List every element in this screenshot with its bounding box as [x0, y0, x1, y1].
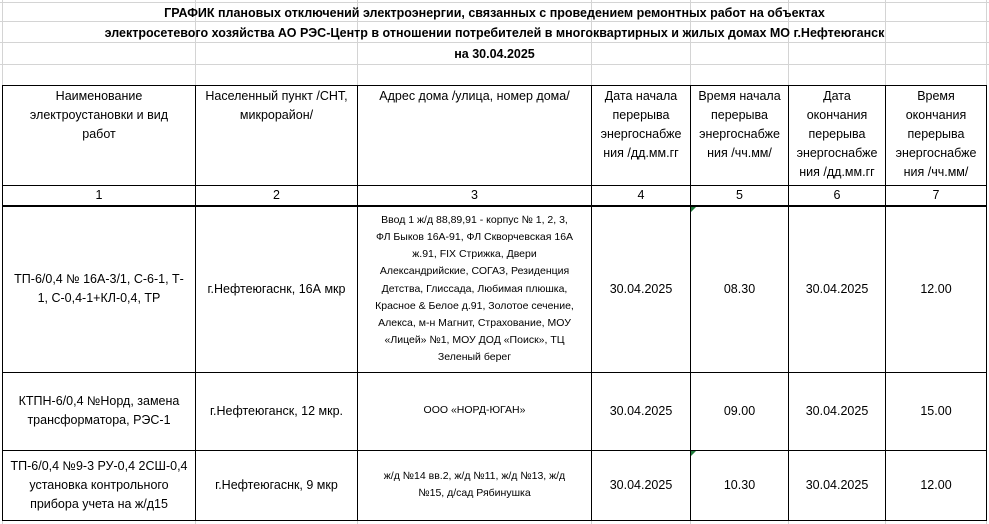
header-line: Наименование [55, 89, 143, 103]
cell-line: Зеленый берег [437, 351, 512, 364]
header-line: энергоснабже [895, 146, 977, 160]
address-cell[interactable] [358, 372, 592, 450]
header-line: ния /дд.мм.гг [799, 165, 875, 179]
header-line: Дата начала [604, 89, 678, 103]
end-date-cell[interactable]: 30.04.2025 [789, 372, 886, 450]
header-cell-address[interactable] [358, 86, 592, 186]
end-date-cell[interactable]: 30.04.2025 [789, 450, 886, 520]
installation-cell[interactable] [3, 206, 196, 372]
column-number-row [3, 186, 987, 207]
cell-line: Ввод 1 ж/д 88,89,91 - корпус № 1, 2, 3, [381, 213, 568, 226]
cell-line: ТП-6/0,4 № 16А-3/1, С-6-1, Т- [14, 272, 184, 287]
start-date-cell[interactable]: 30.04.2025 [592, 206, 691, 372]
cell-line: Алекса, м-н Магнит, Страхование, МОУ [378, 317, 571, 330]
gridline [0, 64, 989, 65]
address-cell[interactable] [358, 450, 592, 520]
header-cell-installation[interactable] [3, 86, 196, 186]
start-time-cell[interactable]: 09.00 [691, 372, 789, 450]
header-line: Дата [823, 89, 851, 103]
header-cell-locality[interactable] [196, 86, 358, 186]
cell-line: ООО «НОРД-ЮГАН» [423, 404, 526, 417]
end-time-cell[interactable]: 12.00 [886, 450, 987, 520]
header-line: Населенный пункт /СНТ, [205, 89, 348, 103]
locality-cell[interactable]: г.Нефтеюгаснк, 16А мкр [196, 206, 358, 372]
cell-line: прибора учета на ж/д15 [30, 496, 168, 511]
header-line: ния /дд.мм.гг [603, 146, 679, 160]
locality-cell[interactable]: г.Нефтеюганск, 12 мкр. [196, 372, 358, 450]
header-line: Время начала [698, 89, 781, 103]
header-line: перерыва [907, 127, 965, 141]
cell-line: ФЛ Быков 16А-91, ФЛ Скворчевская 16А [375, 231, 574, 244]
comment-marker-icon[interactable] [691, 207, 696, 212]
header-cell-end-date[interactable] [789, 86, 886, 186]
title-line-3: на 30.04.2025 [454, 47, 535, 61]
column-number-cell[interactable]: 1 [3, 186, 196, 207]
header-line: микрорайон/ [239, 108, 314, 122]
table-row [3, 450, 987, 520]
cell-line: ТП-6/0,4 №9-3 РУ-0,4 2СШ-0,4 [10, 458, 188, 473]
cell-line: Детства, Глиссада, Любимая плюшка, [381, 282, 568, 295]
end-time-cell[interactable]: 12.00 [886, 206, 987, 372]
end-time-cell[interactable]: 15.00 [886, 372, 987, 450]
start-time-cell[interactable]: 08.30 [691, 206, 789, 372]
header-line: перерыва [612, 108, 670, 122]
column-number-cell[interactable]: 5 [691, 186, 789, 207]
column-number-cell[interactable]: 7 [886, 186, 987, 207]
end-date-cell[interactable]: 30.04.2025 [789, 206, 886, 372]
header-line: перерыва [710, 108, 768, 122]
header-line: окончания [905, 108, 967, 122]
title-line-2: электросетевого хозяйства АО РЭС-Центр в отношении потребителей в многоквартирных и жилых домах МО г.Нефтеюганск [104, 26, 885, 40]
comment-marker-icon[interactable] [691, 451, 696, 456]
header-cell-end-time[interactable] [886, 86, 987, 186]
outage-schedule-table [2, 85, 987, 521]
header-line: Время [917, 89, 955, 103]
start-time-cell[interactable]: 10.30 [691, 450, 789, 520]
header-line: работ [82, 127, 116, 141]
start-date-cell[interactable]: 30.04.2025 [592, 372, 691, 450]
gridline [0, 2, 989, 3]
address-cell[interactable] [358, 206, 592, 372]
title-line-1: ГРАФИК плановых отключений электроэнергии, связанных с проведением ремонтных работ на объектах [164, 6, 825, 20]
header-line: перерыва [808, 127, 866, 141]
header-cell-start-date[interactable] [592, 86, 691, 186]
start-date-cell[interactable]: 30.04.2025 [592, 450, 691, 520]
cell-line: КТПН-6/0,4 №Норд, замена [18, 394, 180, 408]
table-row [3, 206, 987, 372]
cell-line: установка контрольного [29, 477, 169, 492]
cell-line: 1, С-0,4-1+КЛ-0,4, ТР [37, 291, 161, 306]
header-line: Адрес дома /улица, номер дома/ [379, 89, 570, 103]
header-line: окончания [806, 108, 868, 122]
gridline [0, 42, 989, 43]
column-number-cell[interactable]: 6 [789, 186, 886, 207]
header-cell-start-time[interactable] [691, 86, 789, 186]
header-line: энергоснабже [699, 127, 780, 141]
column-number-cell[interactable]: 3 [358, 186, 592, 207]
table-row [3, 372, 987, 450]
installation-cell[interactable] [3, 372, 196, 450]
cell-line: Александрийские, СОГАЗ, Резиденция [379, 265, 570, 278]
header-line: ния /чч.мм/ [707, 146, 772, 160]
header-line: энергоснабже [600, 127, 682, 141]
installation-cell[interactable] [3, 450, 196, 520]
header-line: энергоснабже [796, 146, 878, 160]
column-number-cell[interactable]: 2 [196, 186, 358, 207]
cell-line: ж/д №14 вв.2, ж/д №11, ж/д №13, ж/д [383, 469, 566, 482]
header-row [3, 86, 987, 186]
header-line: электроустановки и вид [29, 108, 169, 122]
header-line: ния /чч.мм/ [903, 165, 969, 179]
column-number-cell[interactable]: 4 [592, 186, 691, 207]
locality-cell[interactable]: г.Нефтеюгаснк, 9 мкр [196, 450, 358, 520]
cell-line: №15, д/сад Рябинушка [418, 487, 531, 499]
cell-line: «Лицей» №1, МОУ ДОД «Поиск», ТЦ [384, 334, 565, 347]
cell-line: трансформатора, РЭС-1 [27, 413, 171, 427]
cell-line: ж.91, FIX Стрижка, Двери [412, 248, 537, 261]
cell-line: Красное & Белое д.91, Золотое сечение, [375, 299, 574, 312]
